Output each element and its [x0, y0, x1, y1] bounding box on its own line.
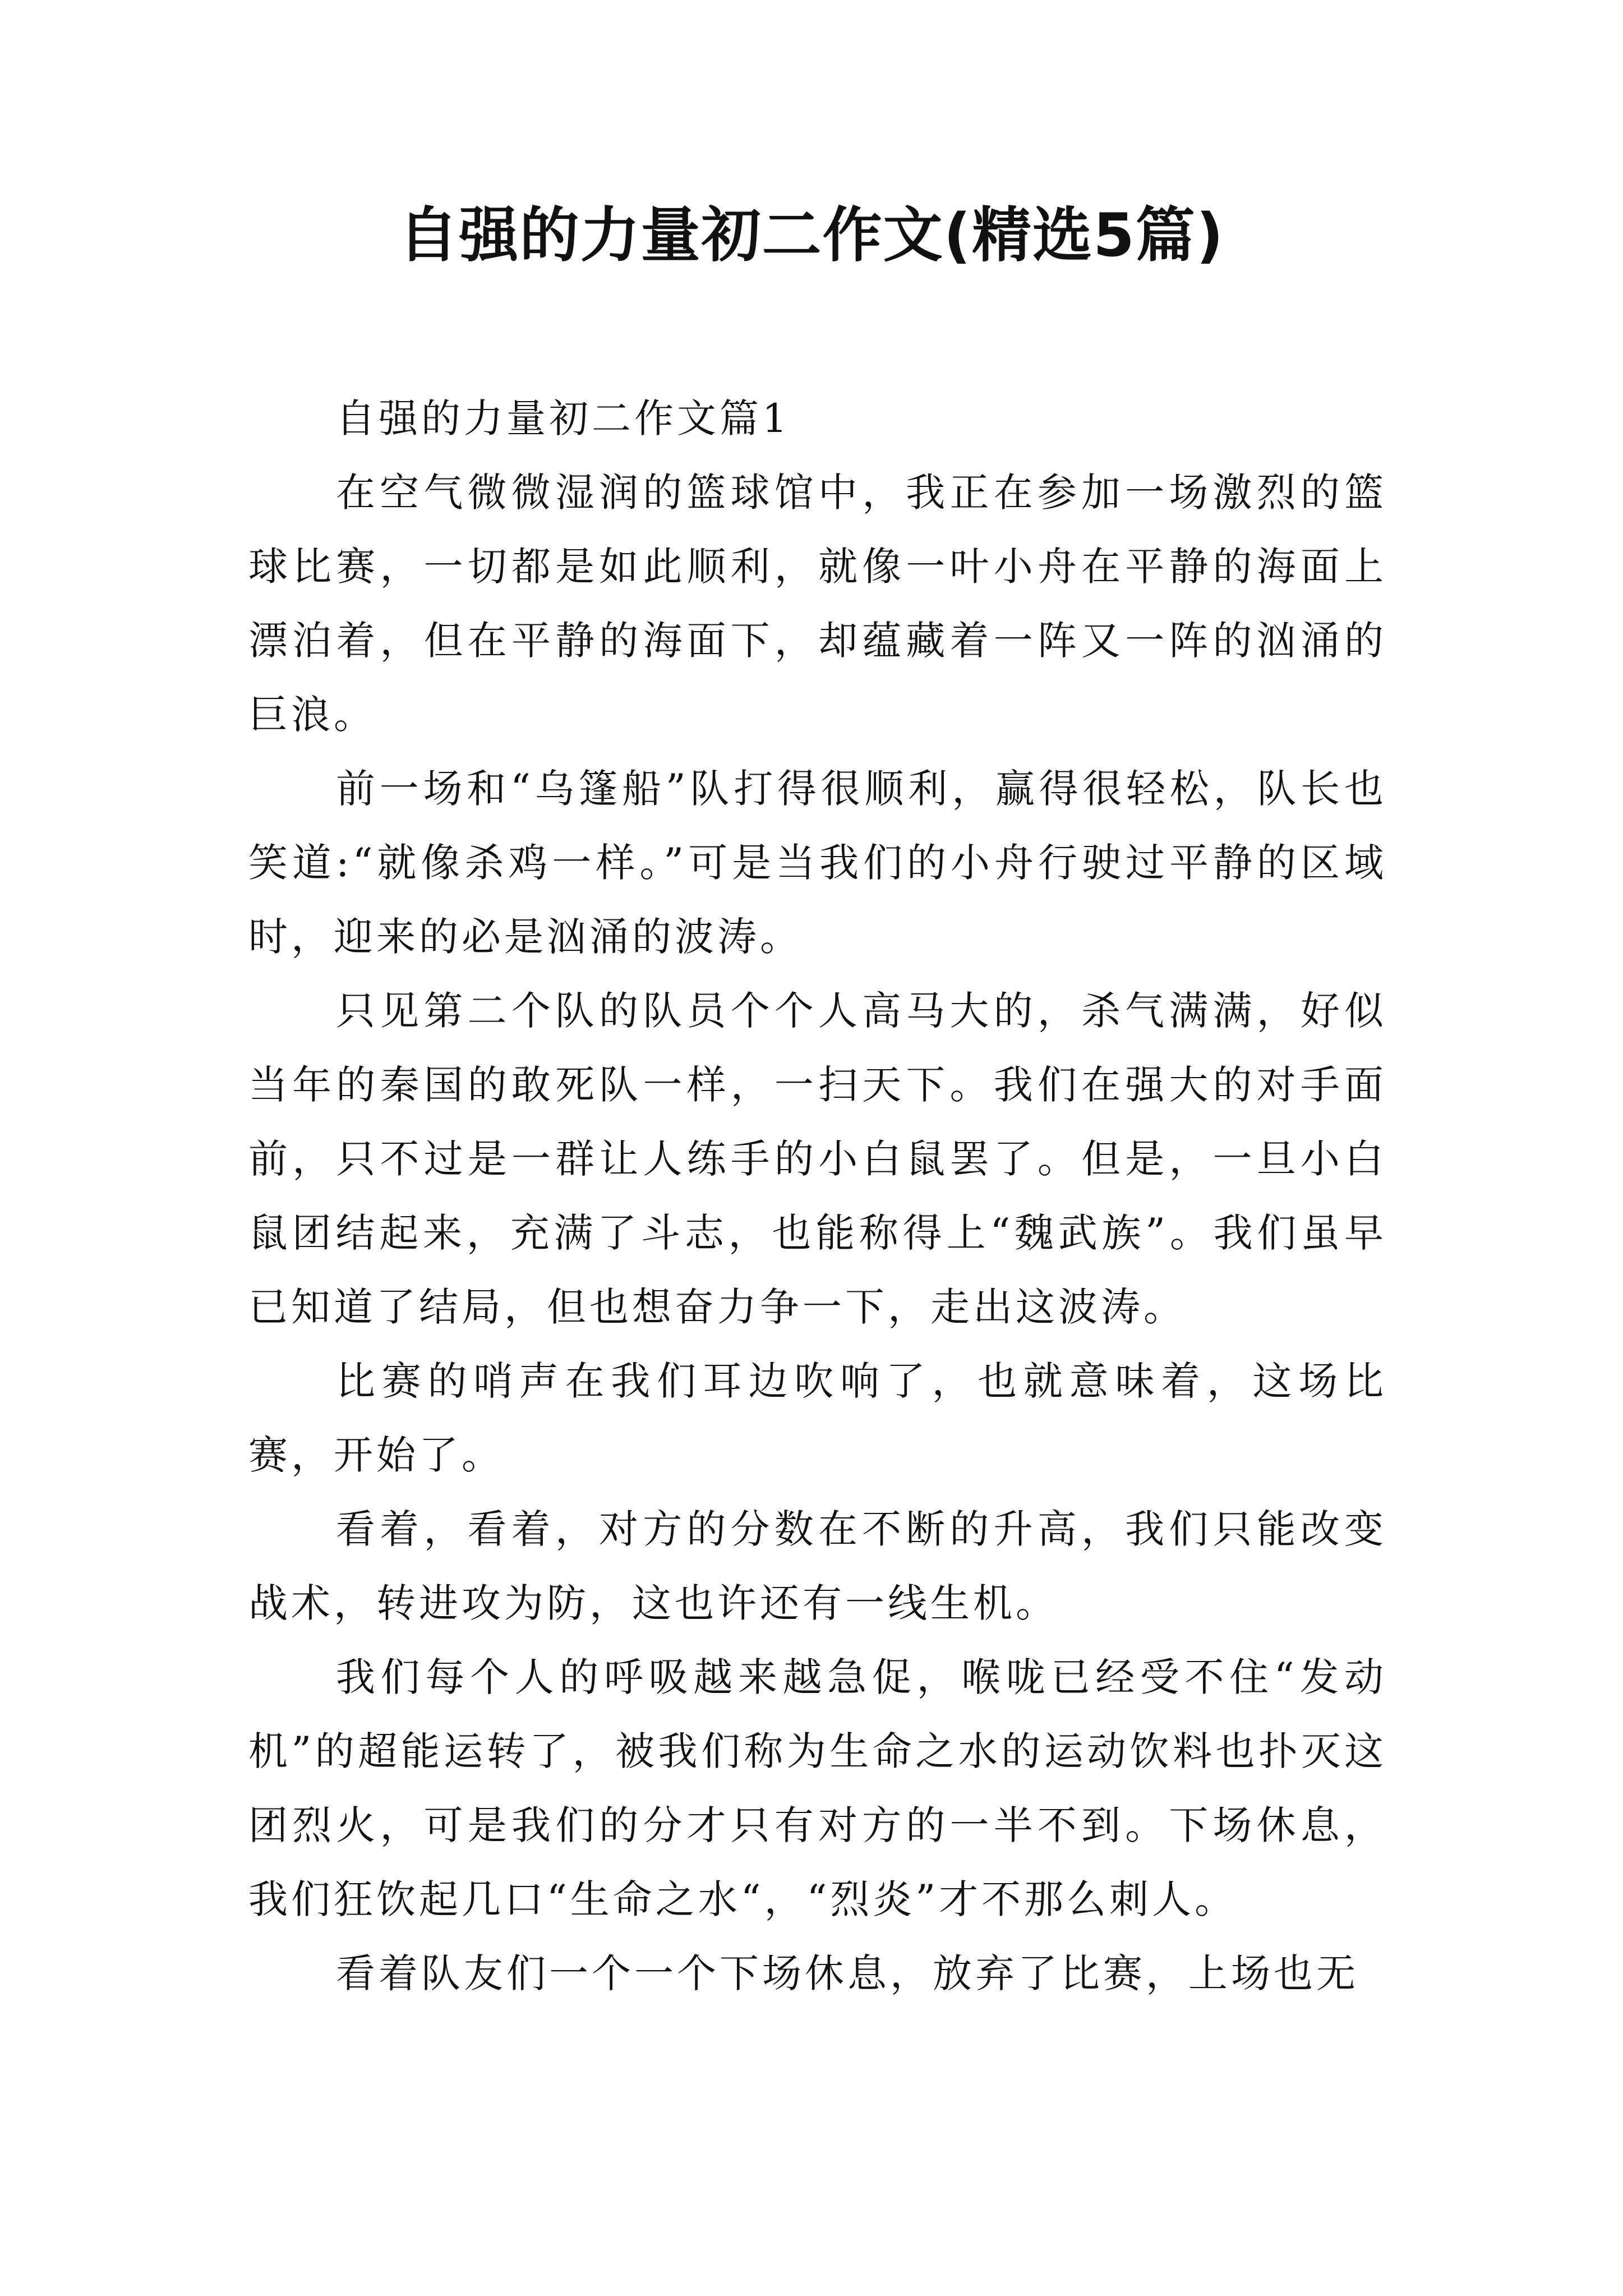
body-paragraph: 比赛的哨声在我们耳边吹响了，也就意味着，这场比赛，开始了。 [248, 1358, 1387, 1478]
document-body [248, 381, 1387, 2010]
document-title: 自强的力量初二作文(精选5篇) [398, 201, 1225, 270]
body-paragraph: 只见第二个队的队员个个人高马大的，杀气满满，好似当年的秦国的敢死队一样，一扫天下。我们在强大的对手面前，只不过是一群让人练手的小白鼠罢了。但是，一旦小白鼠团结起来，充满了斗志，也能称得上“魏武族”。我们虽早已知道了结局，但也想奋力争一下，走出这波涛。 [248, 988, 1387, 1330]
body-paragraph: 看着，看着，对方的分数在不断的升高，我们只能改变战术，转进攻为防，这也许还有一线生机。 [248, 1506, 1387, 1626]
body-paragraph: 在空气微微湿润的篮球馆中，我正在参加一场激烈的篮球比赛，一切都是如此顺利，就像一叶小舟在平静的海面上漂泊着，但在平静的海面下，却蕴藏着一阵又一阵的汹涌的巨浪。 [248, 470, 1387, 738]
body-paragraph: 前一场和“乌篷船”队打得很顺利，赢得很轻松，队长也笑道:“就像杀鸡一样。”可是当我们的小舟行驶过平静的区域时，迎来的必是汹涌的波涛。 [248, 766, 1387, 960]
body-paragraph: 看着队友们一个一个下场休息，放弃了比赛，上场也无 [336, 1950, 1359, 1996]
section-heading: 自强的力量初二作文篇1 [336, 395, 791, 441]
body-paragraph: 我们每个人的呼吸越来越急促，喉咙已经受不住“发动机”的超能运转了，被我们称为生命之水的运动饮料也扑灭这团烈火，可是我们的分才只有对方的一半不到。下场休息，我们狂饮起几口“生命之水“，“烈炎”才不那么刺人。 [248, 1654, 1387, 1922]
